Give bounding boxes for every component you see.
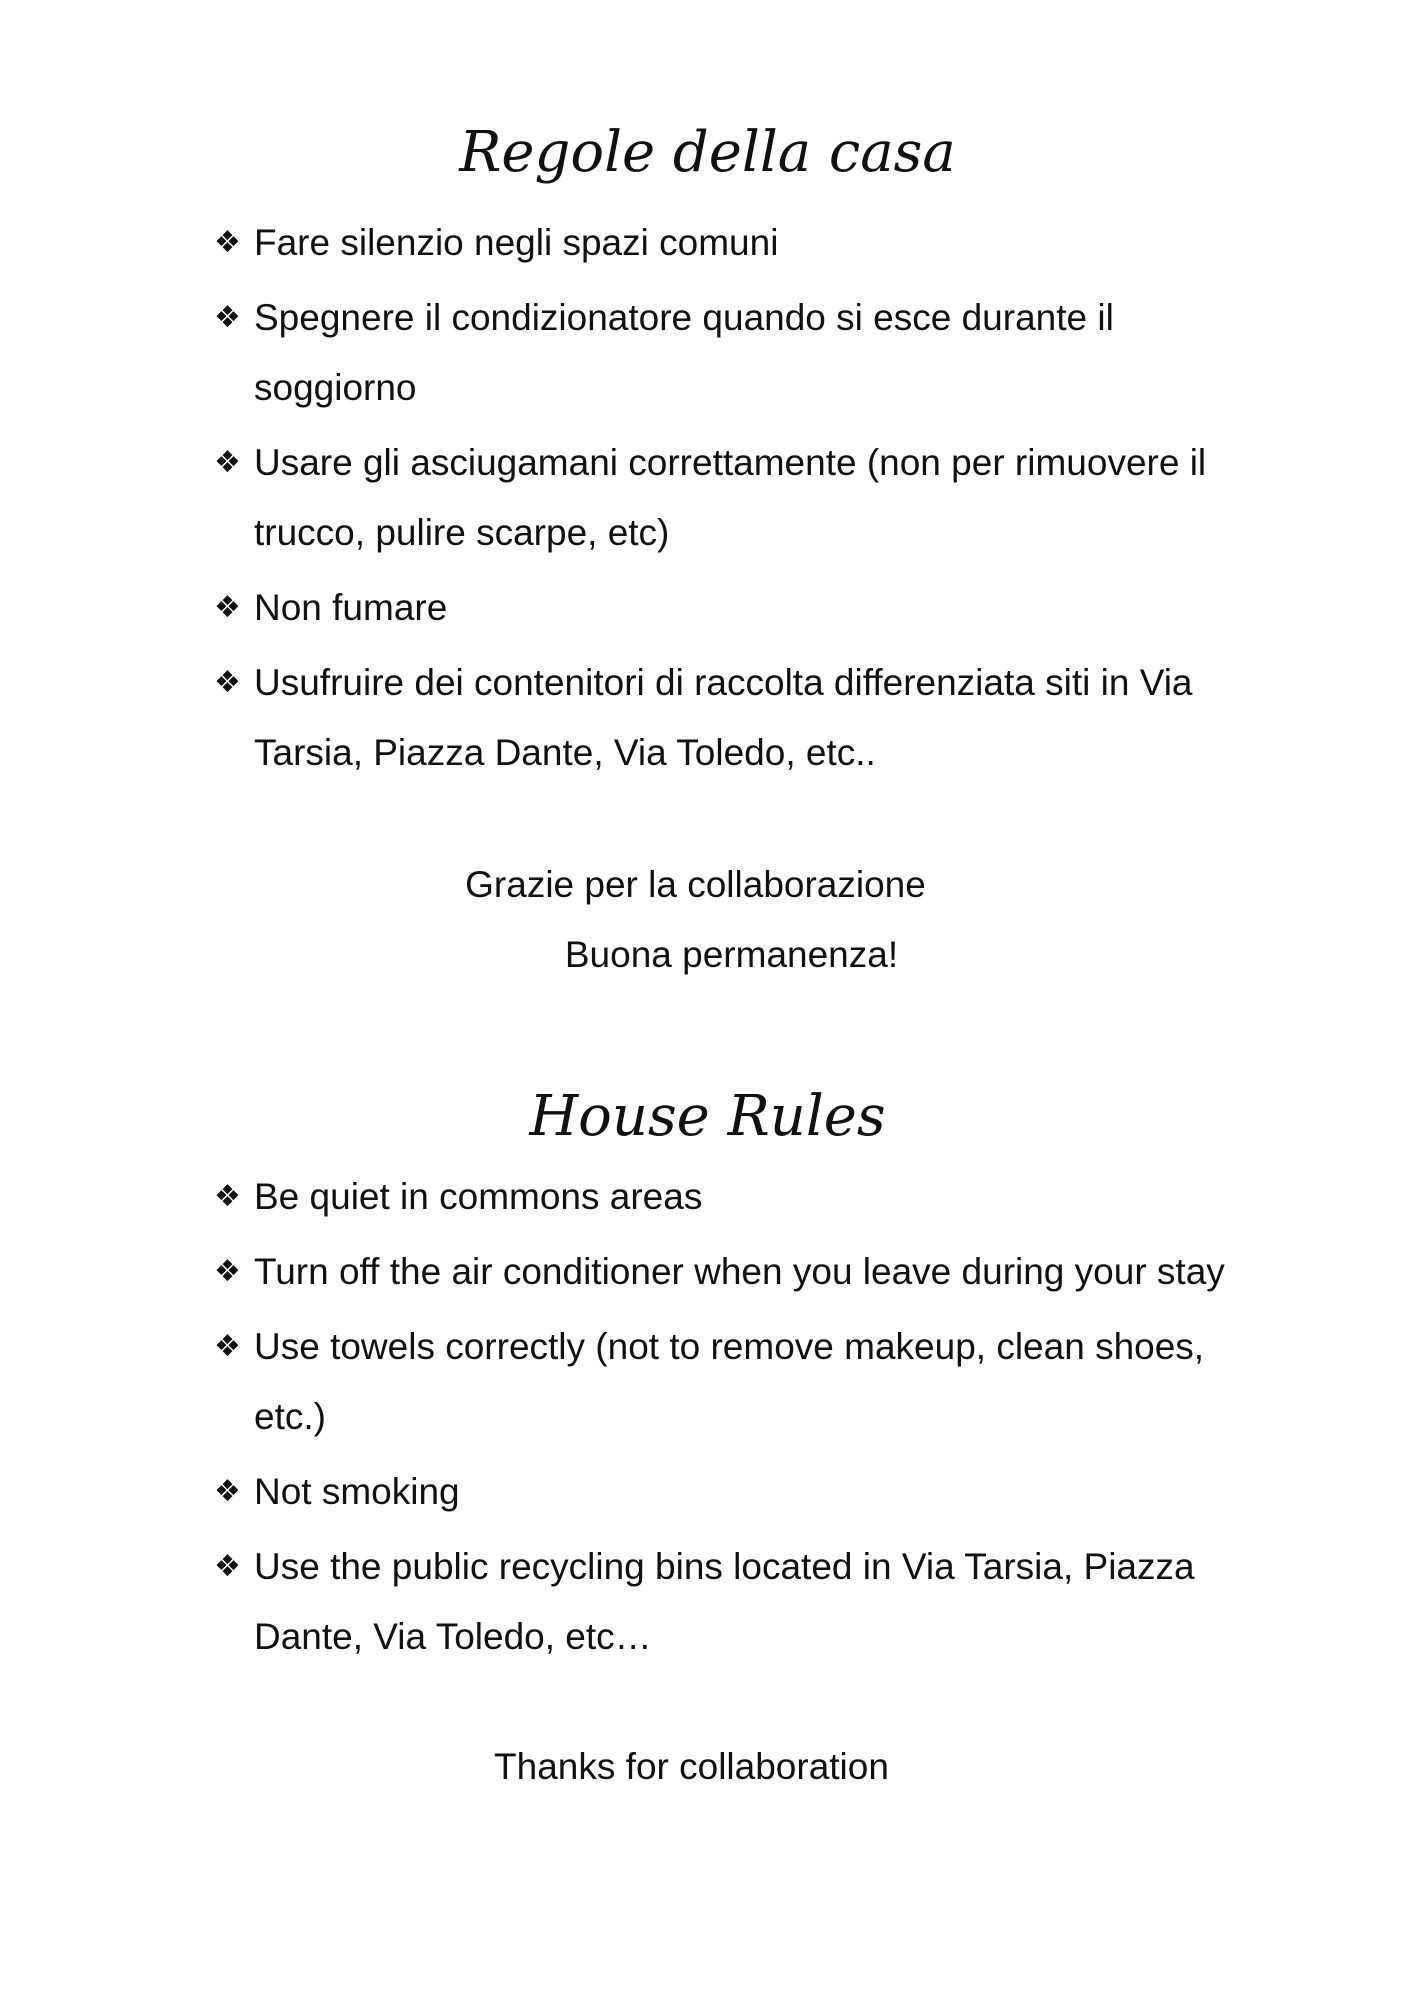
- italian-title: Regole della casa: [459, 120, 956, 185]
- bullet-icon: ❖: [214, 1254, 241, 1289]
- rule-text: Fare silenzio negli spazi comuni: [254, 222, 779, 263]
- list-item: [214, 1162, 1244, 1232]
- bullet-icon: ❖: [214, 665, 241, 700]
- bullet-icon: ❖: [214, 225, 241, 260]
- italian-farewell-line: Buona permanenza!: [564, 934, 899, 975]
- rule-text: Non fumare: [254, 587, 448, 628]
- bullet-icon: ❖: [214, 1549, 241, 1584]
- english-thanks-line: Thanks for collaboration: [494, 1746, 889, 1787]
- rule-text: Use the public recycling bins located in Via Tarsia, Piazza Dante, Via Toledo, etc…: [254, 1546, 1195, 1657]
- rule-text: Usufruire dei contenitori di raccolta differenziata siti in Via Tarsia, Piazza Dante, Via Toledo, etc..: [254, 662, 1193, 773]
- bullet-icon: ❖: [214, 1179, 241, 1214]
- rule-text: Not smoking: [254, 1471, 460, 1512]
- english-title: House Rules: [529, 1084, 886, 1149]
- rule-text: Usare gli asciugamani correttamente (non per rimuovere il trucco, pulire scarpe, etc): [254, 442, 1207, 553]
- list-item: [214, 1532, 1244, 1672]
- bullet-icon: ❖: [214, 445, 241, 480]
- rule-text: Use towels correctly (not to remove makeup, clean shoes, etc.): [254, 1326, 1205, 1437]
- rule-text: Turn off the air conditioner when you leave during your stay: [254, 1251, 1225, 1292]
- list-item: [214, 283, 1244, 423]
- rule-text: Be quiet in commons areas: [254, 1176, 703, 1217]
- list-item: [214, 1457, 1244, 1527]
- italian-thanks-line: Grazie per la collaborazione: [465, 864, 926, 905]
- bullet-icon: ❖: [214, 590, 241, 625]
- list-item: [214, 648, 1244, 788]
- list-item: [214, 1312, 1244, 1452]
- bullet-icon: ❖: [214, 300, 241, 335]
- bullet-icon: ❖: [214, 1329, 241, 1364]
- italian-rules-list: [214, 208, 1244, 793]
- list-item: [214, 208, 1244, 278]
- list-item: [214, 428, 1244, 568]
- list-item: [214, 1237, 1244, 1307]
- rule-text: Spegnere il condizionatore quando si esce durante il soggiorno: [254, 297, 1114, 408]
- list-item: [214, 573, 1244, 643]
- english-rules-list: [214, 1162, 1244, 1677]
- bullet-icon: ❖: [214, 1474, 241, 1509]
